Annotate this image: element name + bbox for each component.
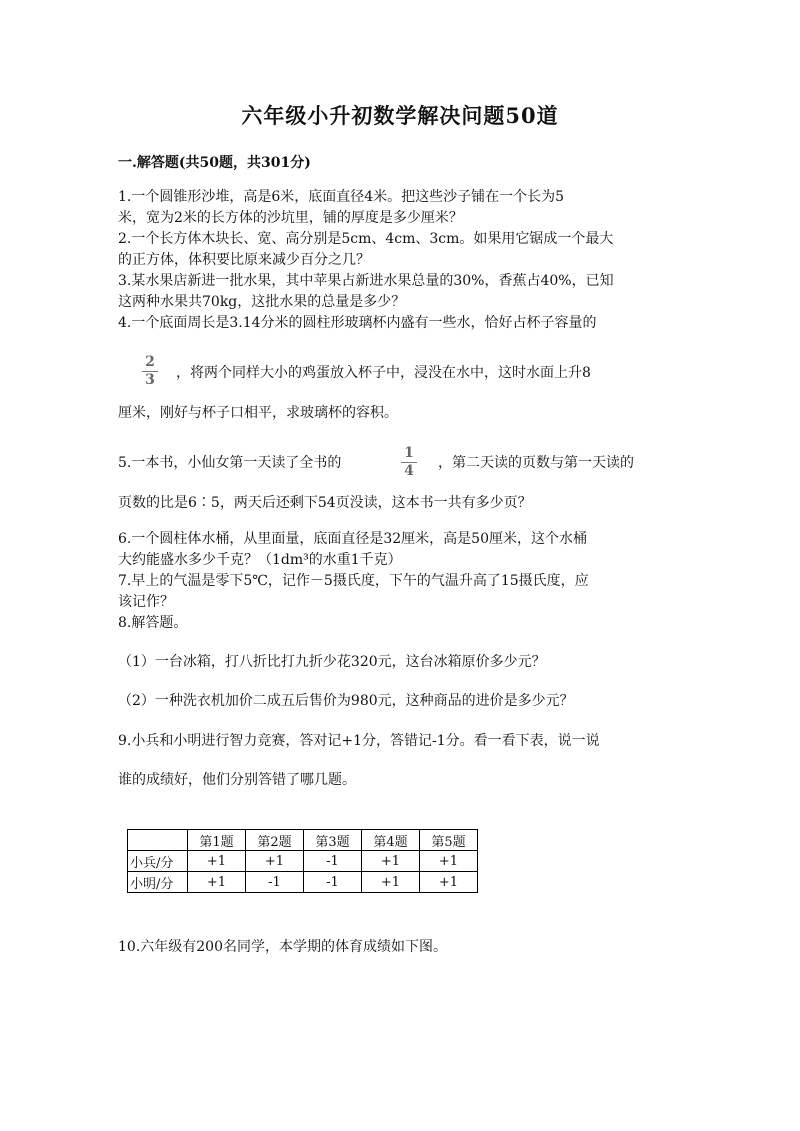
table-cell: +1 (246, 851, 304, 872)
table-cell: +1 (420, 851, 478, 872)
fraction-numerator: 1 (404, 445, 414, 461)
table-header-row (128, 830, 478, 851)
question-2-line-2: 的正方体，体积要比原来减少百分之几？ (118, 252, 370, 268)
question-10-line-1: 10.六年级有200名同学，本学期的体育成绩如下图。 (118, 939, 447, 955)
question-3-line-1: 3.某水果店新进一批水果，其中苹果占新进水果总量的30%，香蕉占40%，已知 (118, 273, 614, 289)
table-cell: -1 (304, 872, 362, 893)
table-row (128, 872, 478, 893)
fraction-numerator: 2 (145, 354, 155, 370)
table-cell: -1 (304, 851, 362, 872)
question-2-line-1: 2.一个长方体木块长、宽、高分别是5cm、4cm、3cm。如果用它锯成一个最大 (118, 231, 614, 247)
table-header-cell: 第1题 (188, 830, 246, 851)
question-5-line-1b: ，第二天读的页数与第一天读的 (438, 455, 634, 471)
question-7-line-1: 7.早上的气温是零下5℃，记作－5摄氏度，下午的气温升高了15摄氏度，应 (118, 573, 589, 589)
question-1-line-2: 米，宽为2米的长方体的沙坑里，铺的厚度是多少厘米？ (118, 210, 463, 226)
table-cell: -1 (246, 872, 304, 893)
score-table (127, 829, 478, 893)
table-header-cell: 第5题 (420, 830, 478, 851)
question-4-line-2: ，将两个同样大小的鸡蛋放入杯子中，浸没在水中，这时水面上升8 (176, 365, 591, 381)
fraction-two-thirds (142, 355, 158, 388)
question-7-line-2: 该记作？ (118, 594, 174, 610)
question-8-sub-2: （2）一种洗衣机加价二成五后售价为980元，这种商品的进价是多少元？ (118, 693, 574, 709)
section-heading: 一.解答题(共50题，共301分) (118, 155, 311, 171)
question-9-line-1: 9.小兵和小明进行智力竞赛，答对记+1分，答错记-1分。看一看下表，说一说 (118, 733, 600, 749)
fraction-one-quarter (401, 446, 417, 479)
question-4-line-3: 厘米，刚好与杯子口相平，求玻璃杯的容积。 (118, 405, 398, 421)
question-1-line-1: 1.一个圆锥形沙堆，高是6米，底面直径4米。把这些沙子铺在一个长为5 (118, 189, 565, 205)
table-header-cell: 第2题 (246, 830, 304, 851)
question-6-line-2: 大约能盛水多少千克？（1dm³的水重1千克） (118, 552, 402, 568)
table-cell: +1 (188, 851, 246, 872)
table-row-label: 小兵/分 (128, 851, 188, 872)
table-row (128, 851, 478, 872)
table-cell: +1 (420, 872, 478, 893)
question-9-line-2: 谁的成绩好，他们分别答错了哪几题。 (118, 772, 356, 788)
question-5-line-1a: 5.一本书，小仙女第一天读了全书的 (118, 455, 342, 471)
page-title: 六年级小升初数学解决问题50道 (241, 103, 559, 128)
question-3-line-2: 这两种水果共70kg，这批水果的总量是多少？ (118, 294, 406, 310)
table-cell: +1 (362, 872, 420, 893)
question-8-sub-1: （1）一台冰箱，打八折比打九折少花320元，这台冰箱原价多少元？ (118, 654, 546, 670)
question-6-line-1: 6.一个圆柱体水桶，从里面量，底面直径是32厘米，高是50厘米，这个水桶 (118, 531, 587, 547)
fraction-denominator: 3 (145, 372, 155, 388)
question-8-line-1: 8.解答题。 (118, 615, 188, 631)
fraction-denominator: 4 (404, 463, 414, 479)
table-header-cell: 第3题 (304, 830, 362, 851)
table-cell: +1 (188, 872, 246, 893)
table-header-cell (128, 830, 188, 851)
table-cell: +1 (362, 851, 420, 872)
question-4-line-1: 4.一个底面周长是3.14分米的圆柱形玻璃杯内盛有一些水，恰好占杯子容量的 (118, 315, 597, 331)
table-row-label: 小明/分 (128, 872, 188, 893)
table-header-cell: 第4题 (362, 830, 420, 851)
question-5-line-2: 页数的比是6∶5，两天后还剩下54页没读，这本书一共有多少页？ (118, 495, 532, 511)
